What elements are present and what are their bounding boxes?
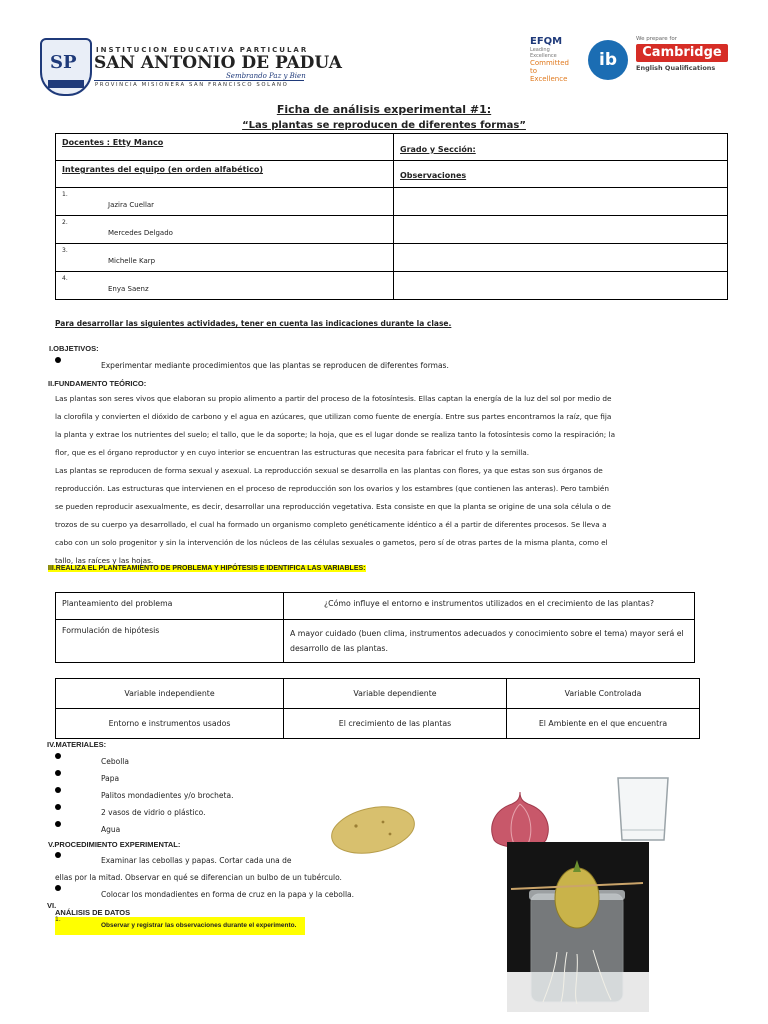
observaciones-label: Observaciones	[400, 171, 467, 180]
procedimiento-heading: V.PROCEDIMIENTO EXPERIMENTAL:	[48, 840, 181, 849]
member-cell	[56, 188, 394, 216]
ib-logo: ib	[588, 40, 628, 80]
planteamiento-label: Planteamiento del problema	[56, 593, 284, 620]
member-name: Enya Saenz	[108, 285, 149, 293]
member-name: Jazira Cuellar	[108, 201, 155, 209]
member-name: Michelle Karp	[108, 257, 156, 265]
objetivos-heading: I.OBJETIVOS:	[49, 344, 99, 353]
efqm-tagline: Leading Excellence	[530, 47, 557, 59]
objetivo-item: Experimentar mediante procedimientos que las plantas se reproducen de diferentes formas.	[101, 361, 449, 370]
glass-image	[612, 774, 674, 846]
hipotesis-label: Formulación de hipótesis	[56, 620, 284, 663]
variable-header: Variable dependiente	[284, 679, 507, 709]
school-line1: INSTITUCION EDUCATIVA PARTICULAR	[96, 46, 309, 54]
school-logo	[40, 38, 92, 96]
instruction-text: Para desarrollar las siguientes actividades, tener en cuenta las indicaciones durante la clase.	[55, 319, 452, 328]
integrantes-cell	[56, 161, 394, 188]
observation-cell[interactable]	[394, 216, 728, 244]
material-item: Papa	[101, 774, 120, 783]
member-number: 2.	[62, 219, 68, 226]
efqm-logo	[530, 36, 578, 83]
member-cell	[56, 216, 394, 244]
bullet-icon	[55, 787, 61, 793]
material-item: Palitos mondadientes y/o brocheta.	[101, 791, 234, 800]
document-title: Ficha de análisis experimental #1:	[276, 103, 492, 116]
table-row	[56, 679, 700, 709]
bullet-icon	[55, 753, 61, 759]
table-row	[56, 593, 695, 620]
cambridge-logo	[636, 36, 728, 86]
team-info-table	[55, 133, 728, 300]
observation-cell[interactable]	[394, 272, 728, 300]
material-item: Cebolla	[101, 757, 129, 766]
analisis-number: 1.	[55, 916, 61, 923]
potato-jar-photo	[507, 842, 649, 1012]
member-number: 3.	[62, 247, 68, 254]
procedimiento-item-1a: Examinar las cebollas y papas. Cortar cada una de	[101, 856, 292, 865]
analisis-roman: VI.	[47, 901, 57, 910]
member-cell	[56, 272, 394, 300]
grado-cell	[394, 134, 728, 161]
analisis-item: Observar y registrar las observaciones durante el experimento.	[101, 922, 297, 929]
hipotesis-value: A mayor cuidado (buen clima, instrumentos adecuados y conocimiento sobre el tema) mayor será el desarrollo de las plantas.	[284, 620, 695, 663]
bullet-icon	[55, 852, 61, 858]
table-row	[56, 620, 695, 663]
planteamiento-value: ¿Cómo influye el entorno e instrumentos utilizados en el crecimiento de las plantas?	[284, 593, 695, 620]
member-number: 4.	[62, 275, 68, 282]
fundamento-text: Las plantas son seres vivos que elaboran su propio alimento a partir del proceso de la fotosíntesis. Ellas captan la energía de la luz del sol por medio de la clorofila y convierten el dióxido de carbono y el agua en azúcares, que utilizan como fuente de energía. Entre sus partes encontramos la raíz, que fija la planta y extrae los nutrientes del suelo; el tallo, que le da soporte; la hoja, que es el lugar donde se realiza tanto la fotosíntesis como la respiración; la flor, que es el órgano reproductor y en cuyo interior se encuentran las estructuras que necesita para fabricar el fruto y la semilla. Las plantas se reproducen de forma sexual y asexual. La reproducción sexual se desarrolla en las plantas con flores, ya que estas son sus órganos de reproducción. Las estructuras que intervienen en el proceso de reproducción son los ovarios y los estambres (que contienen las anteras). Pero también se pueden reproducir asexualmente, es decir, desarrollar una reproducción vegetativa. Esta consiste en que la planta se origine de una sola célula o de trozos de su cuerpo ya desarrollado, el cual ha formado un organismo completo genéticamente idéntico a él a partir de diferentes procesos. Se lleva a cabo con un solo progenitor y sin la intervención de los núcleos de las células sexuales o gametos, pero sí de otras partes de la misma planta, como el tallo, las raíces y las hojas.	[55, 394, 616, 565]
table-row	[56, 216, 728, 244]
analisis-heading: ANÁLISIS DE DATOS	[55, 908, 131, 917]
bullet-icon	[55, 357, 61, 363]
document-subtitle: “Las plantas se reproducen de diferentes formas”	[242, 120, 526, 131]
bullet-icon	[55, 770, 61, 776]
problem-hypothesis-table	[55, 592, 695, 663]
observation-cell[interactable]	[394, 244, 728, 272]
table-row	[56, 709, 700, 739]
fundamento-heading: II.FUNDAMENTO TEÓRICO:	[48, 379, 147, 388]
variable-header: Variable Controlada	[507, 679, 700, 709]
variable-value: Entorno e instrumentos usados	[56, 709, 284, 739]
grado-label: Grado y Sección:	[400, 145, 476, 154]
docentes-label: Docentes : Etty Manco	[62, 138, 164, 147]
cambridge-qualifications: English Qualifications	[636, 64, 716, 72]
material-item: Agua	[101, 825, 121, 834]
variable-header: Variable independiente	[56, 679, 284, 709]
efqm-line1: Committed to	[530, 59, 569, 75]
school-logo-letters: SP	[50, 52, 77, 73]
integrantes-label: Integrantes del equipo (en orden alfabético)	[62, 165, 264, 174]
efqm-line2: Excellence	[530, 75, 568, 83]
cambridge-pre: We prepare for	[636, 36, 677, 42]
member-name: Mercedes Delgado	[108, 229, 173, 237]
variable-value: El Ambiente en el que encuentra	[507, 709, 700, 739]
procedimiento-item-2: Colocar los mondadientes en forma de cruz en la papa y la cebolla.	[101, 890, 355, 899]
table-row	[56, 244, 728, 272]
potato-image	[328, 800, 418, 860]
cambridge-name: Cambridge	[636, 44, 728, 62]
efqm-name: EFQM	[530, 36, 563, 47]
docentes-cell	[56, 134, 394, 161]
member-number: 1.	[62, 191, 68, 198]
material-item: 2 vasos de vidrio o plástico.	[101, 808, 206, 817]
variable-value: El crecimiento de las plantas	[284, 709, 507, 739]
header-divider	[94, 80, 304, 81]
school-motto: Sembrando Paz y Bien	[226, 72, 306, 80]
school-province: PROVINCIA MISIONERA SAN FRANCISCO SOLANO	[95, 82, 289, 88]
table-row	[56, 188, 728, 216]
variables-table	[55, 678, 700, 739]
bullet-icon	[55, 885, 61, 891]
table-row	[56, 272, 728, 300]
planteamiento-heading: III.REALIZA EL PLANTEAMIENTO DE PROBLEMA Y HIPÓTESIS E IDENTIFICA LAS VARIABLES:	[48, 565, 366, 572]
member-cell	[56, 244, 394, 272]
procedimiento-item-1b: ellas por la mitad. Observar en qué se diferencian un bulbo de un tubérculo.	[55, 873, 342, 882]
bullet-icon	[55, 821, 61, 827]
bullet-icon	[55, 804, 61, 810]
school-name: SAN ANTONIO DE PADUA	[94, 53, 342, 73]
observation-cell[interactable]	[394, 188, 728, 216]
materiales-heading: IV.MATERIALES:	[47, 740, 107, 749]
observaciones-cell	[394, 161, 728, 188]
